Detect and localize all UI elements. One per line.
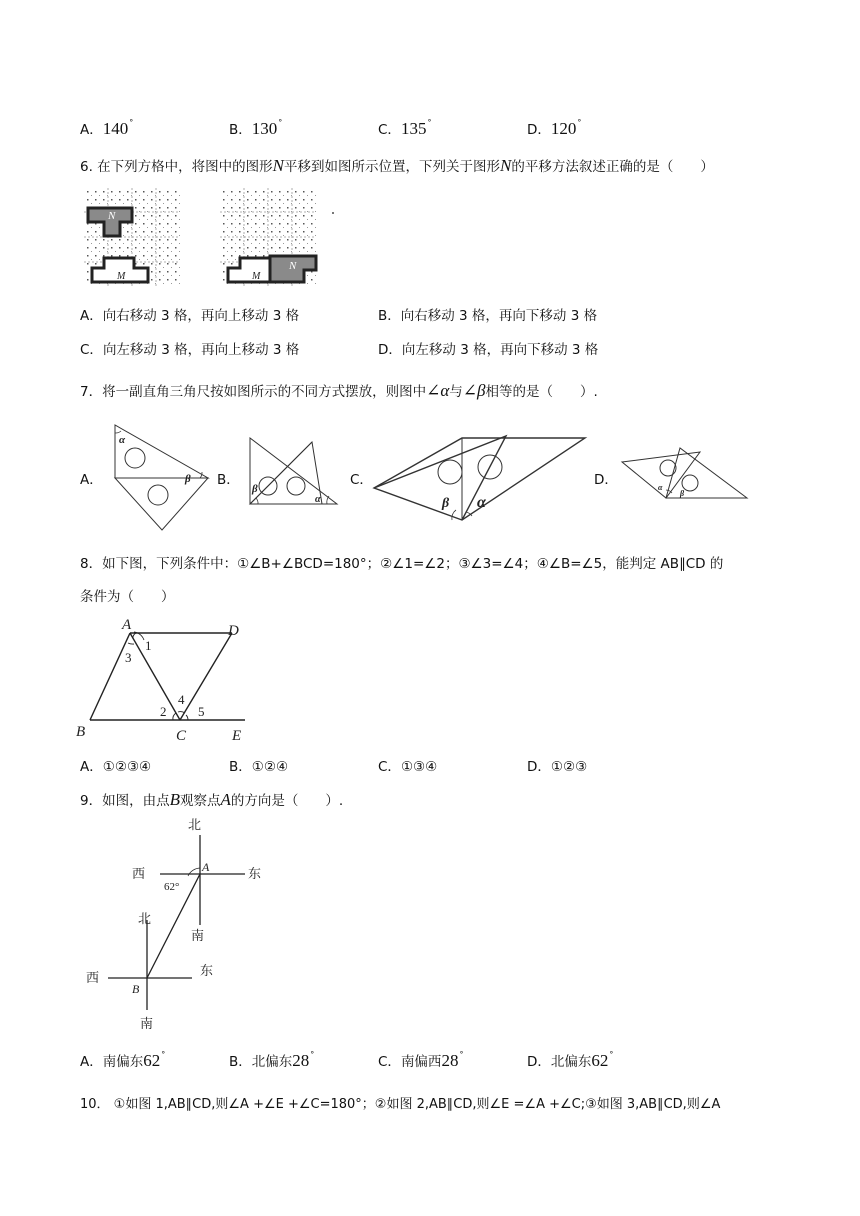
q7-stem: 7．将一副直角三角尺按如图所示的不同方式摆放，则图中∠α与∠β相等的是（ ）. bbox=[80, 381, 598, 400]
degree-mark: ° bbox=[459, 1050, 464, 1059]
option-letter: D． bbox=[527, 759, 551, 775]
shape-m-label: M bbox=[117, 271, 126, 282]
degree-mark: ° bbox=[577, 118, 582, 127]
q9-stem: 9．如图，由点B观察点A的方向是（ ）. bbox=[80, 790, 344, 809]
option-letter: C． bbox=[350, 472, 373, 488]
alpha-label: α bbox=[477, 494, 486, 511]
option-text: ①②③④ bbox=[102, 759, 152, 775]
option-letter: A． bbox=[80, 122, 103, 138]
south-label: 南 bbox=[140, 1016, 154, 1031]
west-label: 西 bbox=[86, 970, 100, 985]
option-letter: C． bbox=[378, 1054, 401, 1070]
var-n: N bbox=[500, 156, 512, 175]
option-value: 62 bbox=[143, 1051, 161, 1070]
option-text: 北偏东 bbox=[550, 1054, 592, 1070]
option-text: ①②④ bbox=[251, 759, 289, 775]
north-label: 北 bbox=[188, 817, 202, 832]
angle-62-label: 62° bbox=[164, 881, 180, 893]
beta-label: β bbox=[185, 473, 191, 485]
q8-option-c[interactable] bbox=[378, 755, 437, 775]
q6-stem: 6. 在下列方格中，将图中的图形N平移到如图所示位置，下列关于图形N的平移方法叙述正确的是（ ） bbox=[80, 156, 714, 175]
degree-mark: ° bbox=[161, 1050, 166, 1059]
option-text: 北偏东 bbox=[251, 1054, 293, 1070]
option-letter: B． bbox=[229, 122, 252, 138]
option-value: 140 bbox=[102, 119, 129, 138]
point-a-label: A bbox=[122, 617, 132, 633]
option-letter: B． bbox=[229, 1054, 252, 1070]
option-letter: A． bbox=[80, 1054, 103, 1070]
option-text: 向左移动 3 格，再向上移动 3 格 bbox=[102, 342, 300, 358]
angle-2-label: 2 bbox=[160, 704, 167, 719]
beta-label: β bbox=[680, 489, 685, 498]
q9-option-a[interactable] bbox=[80, 1050, 165, 1071]
q9-option-c[interactable] bbox=[378, 1050, 463, 1071]
option-text: 南偏西 bbox=[400, 1054, 442, 1070]
q6-option-a[interactable] bbox=[80, 304, 299, 324]
point-a: A bbox=[220, 790, 231, 809]
option-letter: B． bbox=[378, 308, 401, 324]
q6-option-c[interactable] bbox=[80, 338, 299, 358]
option-value: 28 bbox=[292, 1051, 310, 1070]
option-text: ①②③ bbox=[550, 759, 588, 775]
degree-mark: ° bbox=[609, 1050, 614, 1059]
west-label: 西 bbox=[132, 866, 146, 881]
q6-figure-grids bbox=[84, 188, 344, 288]
q7-figure-a bbox=[115, 425, 208, 530]
option-letter: C． bbox=[378, 759, 401, 775]
angle-beta: ∠β bbox=[462, 381, 486, 400]
option-letter: D． bbox=[527, 122, 551, 138]
q7-figures bbox=[0, 420, 860, 535]
point-b-label: B bbox=[132, 982, 140, 996]
angle-3-label: 3 bbox=[125, 650, 132, 665]
point-a-label: A bbox=[202, 860, 210, 874]
q6-option-b[interactable] bbox=[378, 304, 597, 324]
point-e-label: E bbox=[232, 728, 242, 744]
degree-mark: ° bbox=[278, 118, 283, 127]
option-text: ①③④ bbox=[400, 759, 438, 775]
point-c-label: C bbox=[176, 728, 187, 744]
option-letter: B． bbox=[217, 472, 240, 488]
q9-option-d[interactable] bbox=[527, 1050, 613, 1071]
q6-option-d[interactable] bbox=[378, 338, 598, 358]
shape-n-label: N bbox=[108, 210, 116, 222]
degree-mark: ° bbox=[129, 118, 134, 127]
south-label: 南 bbox=[191, 928, 205, 943]
option-text: 向右移动 3 格，再向下移动 3 格 bbox=[400, 308, 598, 324]
point-d-label: D bbox=[228, 623, 239, 639]
option-text: 向左移动 3 格，再向下移动 3 格 bbox=[401, 342, 599, 358]
degree-mark: ° bbox=[427, 118, 432, 127]
q8-option-a[interactable] bbox=[80, 755, 151, 775]
point-b-label: B bbox=[76, 724, 86, 740]
q8-stem-line2: 条件为（ ） bbox=[80, 589, 175, 605]
option-letter: D． bbox=[594, 472, 618, 488]
option-value: 28 bbox=[441, 1051, 459, 1070]
option-value: 135 bbox=[400, 119, 427, 138]
north-label: 北 bbox=[138, 911, 152, 926]
q8-figure bbox=[70, 612, 270, 744]
point-b: B bbox=[169, 790, 180, 809]
beta-label: β bbox=[442, 496, 450, 511]
angle-alpha: ∠α bbox=[426, 381, 450, 400]
option-value: 62 bbox=[591, 1051, 609, 1070]
option-letter: B． bbox=[229, 759, 252, 775]
q9-option-b[interactable] bbox=[229, 1050, 314, 1071]
q5-option-c[interactable] bbox=[378, 118, 431, 139]
q7-figure-d bbox=[622, 448, 747, 498]
q6-grid-after bbox=[220, 188, 334, 286]
q10-stem: 10． ①如图 1,AB∥CD,则∠A +∠E +∠C=180°；②如图 2,AB∥CD,则∠E =∠A +∠C;③如图 3,AB∥CD,则∠A bbox=[80, 1097, 721, 1112]
option-value: 130 bbox=[251, 119, 278, 138]
degree-mark: ° bbox=[310, 1050, 315, 1059]
option-text: 南偏东 bbox=[102, 1054, 144, 1070]
option-letter: D． bbox=[527, 1054, 551, 1070]
option-letter: A． bbox=[80, 472, 103, 488]
alpha-label: α bbox=[119, 434, 126, 446]
shape-m-label: M bbox=[252, 271, 261, 282]
q5-option-b[interactable] bbox=[229, 118, 282, 139]
alpha-label: α bbox=[315, 494, 321, 505]
q5-option-a[interactable] bbox=[80, 118, 133, 139]
var-n: N bbox=[272, 156, 285, 175]
shape-n-label: N bbox=[289, 260, 297, 272]
q5-option-d[interactable] bbox=[527, 118, 581, 139]
option-value: 120 bbox=[550, 119, 577, 138]
alpha-label: α bbox=[658, 483, 663, 492]
angle-1-label: 1 bbox=[145, 638, 152, 653]
option-letter: D． bbox=[378, 342, 402, 358]
option-letter: C． bbox=[378, 122, 401, 138]
option-letter: A． bbox=[80, 759, 103, 775]
option-letter: C． bbox=[80, 342, 103, 358]
q6-grid-before bbox=[84, 188, 180, 286]
angle-4-label: 4 bbox=[178, 692, 185, 707]
east-label: 东 bbox=[200, 963, 214, 978]
q8-option-b[interactable] bbox=[229, 755, 288, 775]
q7-figure-b bbox=[250, 438, 337, 504]
east-label: 东 bbox=[248, 866, 262, 881]
q8-option-d[interactable] bbox=[527, 755, 587, 775]
angle-5-label: 5 bbox=[198, 704, 205, 719]
q8-stem-line1: 8．如下图，下列条件中：①∠B+∠BCD=180°；②∠1=∠2；③∠3=∠4；④∠B=∠5，能判定 AB∥CD 的 bbox=[80, 556, 724, 572]
q9-compass-figure bbox=[80, 810, 280, 1035]
beta-label: β bbox=[252, 483, 258, 495]
option-letter: A． bbox=[80, 308, 103, 324]
option-text: 向右移动 3 格，再向上移动 3 格 bbox=[102, 308, 300, 324]
